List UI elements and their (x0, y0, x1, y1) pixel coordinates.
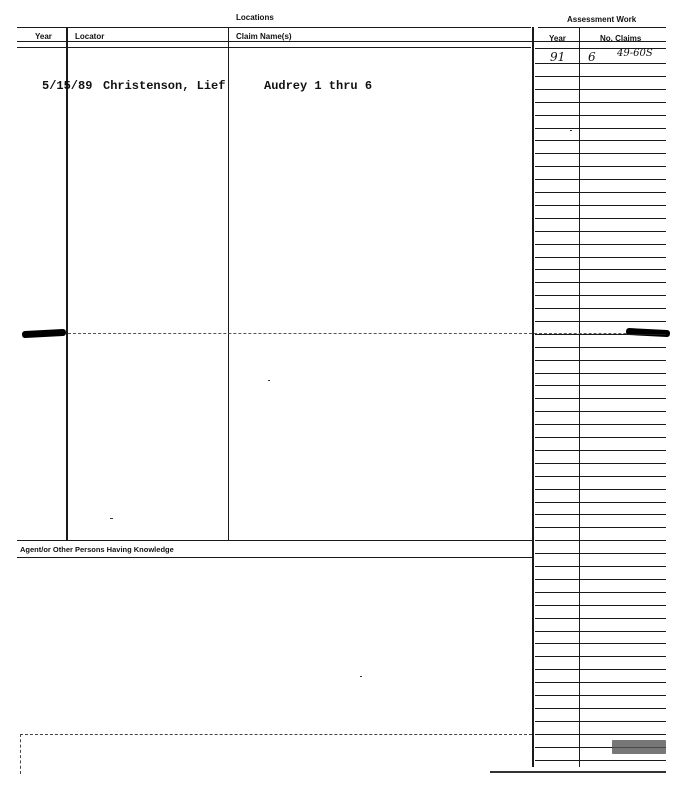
ledger-row-line (535, 463, 666, 464)
ledger-row-line (535, 102, 666, 103)
entry-date: 5/15/89 (42, 79, 93, 93)
ledger-row-line (535, 218, 666, 219)
ledger-row-line (535, 760, 666, 761)
ledger-row-line (535, 63, 666, 64)
ledger-row-line (535, 734, 666, 735)
agent-label: Agent/or Other Persons Having Knowledge (20, 545, 174, 554)
ledger-row-line (535, 115, 666, 116)
ledger-row-line (535, 398, 666, 399)
marker-smudge-left (22, 329, 66, 338)
top-rule-right (538, 27, 666, 28)
column-header-aw-year: Year (549, 34, 566, 43)
divider-claims-assessment (532, 27, 534, 767)
ledger-row-line (535, 476, 666, 477)
entry-locator: Christenson, Lief (103, 79, 226, 93)
column-header-claim-names: Claim Name(s) (236, 32, 292, 41)
scan-noise-patch (612, 740, 666, 754)
column-header-locator: Locator (75, 32, 105, 41)
ledger-row-line (535, 631, 666, 632)
bottom-right-fragment (490, 771, 666, 773)
ledger-row-line (535, 166, 666, 167)
ledger-row-line (535, 269, 666, 270)
ledger-row-line (535, 437, 666, 438)
scan-speck (570, 130, 572, 131)
marker-smudge-right (626, 328, 670, 337)
ledger-row-line (535, 360, 666, 361)
ledger-row-line (535, 424, 666, 425)
ledger-row-line (535, 205, 666, 206)
ledger-row-line (535, 553, 666, 554)
divider-year-locator (66, 27, 68, 540)
mid-page-fold-line (68, 333, 532, 334)
entries-bottom-rule (17, 540, 532, 541)
ledger-row-line (535, 682, 666, 683)
ledger-row-line (535, 540, 666, 541)
ledger-row-line (535, 592, 666, 593)
ledger-row-line (535, 605, 666, 606)
ledger-row-line (535, 643, 666, 644)
ledger-row-line (535, 295, 666, 296)
ledger-row-line (535, 192, 666, 193)
entry-claim-names: Audrey 1 thru 6 (264, 79, 373, 93)
ledger-row-line (535, 450, 666, 451)
ledger-row-line (535, 76, 666, 77)
ledger-row-line (535, 231, 666, 232)
ledger-row-line (535, 257, 666, 258)
ledger-row-line (535, 579, 666, 580)
ledger-row-line (535, 179, 666, 180)
ledger-row-line (535, 244, 666, 245)
aw-entry-claim-range: 49-60S (617, 48, 653, 59)
agent-label-rule (17, 557, 532, 558)
ledger-row-line (535, 708, 666, 709)
ledger-row-line (535, 618, 666, 619)
ledger-row-line (535, 282, 666, 283)
ledger-row-line (535, 721, 666, 722)
divider-locator-claims (228, 27, 229, 540)
ledger-row-line (535, 527, 666, 528)
ledger-row-line (535, 514, 666, 515)
scan-speck (360, 676, 362, 677)
ledger-row-line (535, 347, 666, 348)
bottom-fragment-rule (20, 734, 532, 735)
bottom-fragment-tick (20, 734, 21, 774)
assessment-work-header: Assessment Work (567, 15, 637, 24)
ledger-row-line (535, 89, 666, 90)
ledger-row-line (535, 566, 666, 567)
column-header-year: Year (35, 32, 52, 41)
ledger-row-line (535, 373, 666, 374)
aw-entry-no-claims: 6 (588, 50, 596, 64)
ledger-row-line (535, 502, 666, 503)
ledger-row-line (535, 334, 666, 335)
locations-header: Locations (236, 13, 274, 22)
ledger-row-line (535, 308, 666, 309)
scan-speck (110, 518, 113, 519)
header-rule-left (17, 47, 531, 48)
ledger-row-line (535, 489, 666, 490)
ledger-row-line (535, 411, 666, 412)
column-header-no-claims: No. Claims (600, 34, 642, 43)
ledger-row-line (535, 385, 666, 386)
ledger-row-line (535, 128, 666, 129)
ledger-row-line (535, 695, 666, 696)
ledger-row-line (535, 321, 666, 322)
ledger-row-line (535, 656, 666, 657)
top-rule (17, 27, 531, 28)
ledger-row-line (535, 153, 666, 154)
aw-entry-year: 91 (550, 50, 566, 64)
ledger-row-line (535, 669, 666, 670)
scan-speck (268, 380, 270, 381)
header-rule (17, 41, 666, 42)
ledger-row-line (535, 140, 666, 141)
